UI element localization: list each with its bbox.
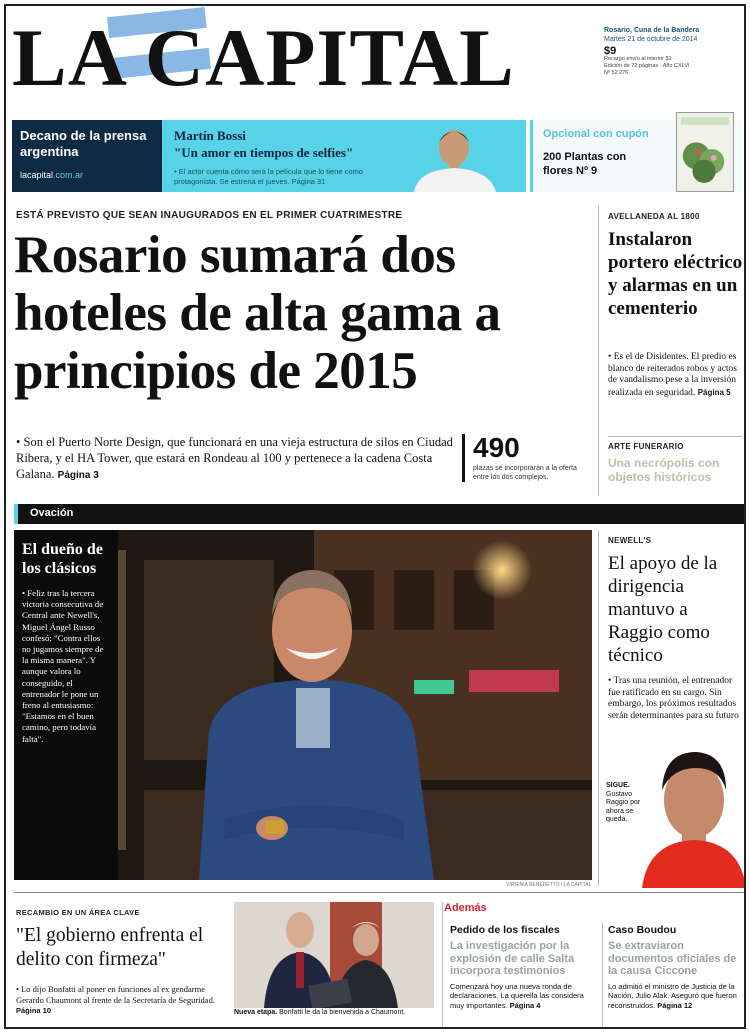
- side1-page-ref[interactable]: Página 5: [697, 387, 731, 397]
- side1-body-text: • Es el de Disidentes. El predio es blanco de reiterados robos y actos de vandalismo pese a la inversión realizada en seguridad.: [608, 352, 737, 398]
- masthead-date: Martes 21 de octubre de 2014: [604, 36, 698, 43]
- ademas-label: Además: [444, 902, 487, 914]
- raggio-caption: [606, 782, 650, 825]
- plant-magazine-cover: [676, 112, 734, 192]
- site-url[interactable]: [20, 170, 154, 180]
- side2-headline[interactable]: El apoyo de la dirigencia mantuvo a Raggio como técnico: [608, 553, 718, 666]
- bossi-photo: [396, 120, 508, 192]
- opcional-text: 200 Plantas con flores Nº 9: [543, 151, 627, 177]
- site-url-suffix: .com.ar: [53, 170, 84, 180]
- stat-number: 490: [473, 432, 520, 463]
- main-stat: [462, 434, 592, 482]
- stat-desc: plazas se incorporarán a la oferta entre los dos complejos.: [473, 465, 577, 481]
- opcional-title: Opcional con cupón: [543, 128, 649, 140]
- ademas-col-1[interactable]: [450, 924, 600, 1010]
- column-divider: [598, 206, 599, 496]
- main-kicker: ESTÁ PREVISTO QUE SEAN INAUGURADOS EN EL PRIMER CUATRIMESTRE: [16, 210, 403, 221]
- site-url-prefix: lacapital: [20, 170, 54, 180]
- raggio-caption-text: Gustavo Raggio por ahora se queda.: [606, 790, 641, 823]
- ademas-col2-page: Página 12: [657, 1000, 693, 1010]
- ademas-col1-page: Página 4: [509, 1000, 541, 1010]
- decano-box: [12, 120, 162, 192]
- ovacion-headline[interactable]: El dueño de los clásicos: [22, 541, 103, 577]
- bottom-page-ref[interactable]: Página 10: [16, 1006, 52, 1015]
- column-divider-4: [602, 922, 603, 1026]
- ademas-col2-text: [608, 982, 744, 1011]
- side1-headline[interactable]: Instalaron portero eléctrico y alarmas en un cementerio: [608, 229, 743, 319]
- ovacion-body: • Feliz tras la tercera victoria consecutiva de Central ante Newell's, Miguel Ángel Russo confesó: "Contra ellos no jugamos siempre de la misma manera". Y aunque valora lo conseguido, el entrenador le pone un freno al entusiasmo: "Estamos en el buen camino, pero todavía falta".: [22, 588, 104, 744]
- side2-kicker: NEWELL'S: [608, 536, 652, 545]
- bottom-headline[interactable]: "El gobierno enfrenta el delito con firmeza": [16, 925, 204, 970]
- decano-text: Decano de la prensa argentina: [20, 128, 147, 159]
- main-page-ref[interactable]: Página 3: [57, 470, 99, 481]
- masthead-info: [604, 26, 744, 77]
- main-lead: [16, 434, 456, 484]
- bossi-desc: • El actor cuenta cómo será la película que lo tiene como protagonista. Se estrena el jueves. Página 31: [174, 167, 363, 186]
- ademas-col1-title: Pedido de los fiscales: [450, 924, 560, 936]
- bottom-divider: [14, 892, 744, 893]
- column-divider-3: [442, 902, 443, 1026]
- bossi-quote: "Un amor en tiempos de selfies": [174, 145, 354, 160]
- newspaper-front-page: [4, 4, 746, 1029]
- ademas-col1-text: [450, 982, 600, 1011]
- photo-credit: VIRGINIA BENEDETTO / LA CAPITAL: [506, 882, 592, 888]
- side1-divider: [608, 436, 742, 437]
- ademas-col2-body: Lo admitió el ministro de Justicia de la Nación, Julio Alak. Aseguró que fueron reconstruidos.: [608, 981, 737, 1010]
- column-divider-2: [598, 530, 599, 886]
- ademas-col1-body: Comenzará hoy una nueva ronda de declaraciones. La querella las considera muy importantes.: [450, 981, 584, 1010]
- ademas-col-2[interactable]: [608, 924, 744, 1010]
- raggio-caption-bold: SIGUE.: [606, 782, 630, 789]
- main-lead-text: • Son el Puerto Norte Design, que funcionará en una vieja estructura de silos en Ciudad Ribera, y el HA Tower, que estará en Rondeau al 100 y pertenece a la cadena Costa Galana.: [16, 435, 453, 481]
- masthead-price: $9: [604, 45, 617, 57]
- top-banner: [12, 120, 742, 192]
- side2-body: • Tras una reunión, el entrenador fue ratificado en su cargo. Sin embargo, los próximos resultados serán determinantes para su futuro: [608, 676, 739, 721]
- bossi-name: Martín Bossi: [174, 128, 246, 143]
- masthead-title: LA CAPITAL: [12, 12, 515, 103]
- bonfatti-caption-bold: Nueva etapa.: [234, 1009, 278, 1016]
- bonfatti-caption: [234, 1009, 444, 1016]
- ovacion-section-label[interactable]: Ovación: [14, 504, 83, 524]
- bottom-body-text: • Lo dijo Bonfatti al poner en funciones al ex gendarme Gerardo Chaumont al frente de la Secretaría de Seguridad.: [16, 984, 215, 1005]
- masthead-location: Rosario, Cuna de la Bandera: [604, 27, 700, 34]
- side1-teaser[interactable]: Una necrópolis con objetos históricos: [608, 456, 720, 484]
- side1-kicker2: ARTE FUNERARIO: [608, 442, 684, 451]
- bonfatti-photo: [234, 902, 434, 1008]
- ovacion-section-bar: [14, 504, 744, 524]
- ademas-col2-sub: Se extraviaron documentos oficiales de la causa Ciccone: [608, 940, 737, 977]
- bonfatti-caption-text: Bonfatti le da la bienvenida a Chaumont.: [279, 1009, 406, 1016]
- ademas-col2-title: Caso Boudou: [608, 924, 677, 936]
- masthead-fine-print: Recargo envío al interior $1 · Edición de 72 páginas · Año CXLVI · Nº 52.276: [604, 56, 693, 76]
- opcional-promo[interactable]: [530, 120, 742, 192]
- main-headline[interactable]: Rosario sumará dos hoteles de alta gama a principios de 2015: [14, 226, 501, 400]
- bottom-kicker: RECAMBIO EN UN ÁREA CLAVE: [16, 908, 140, 917]
- ademas-col1-sub: La investigación por la explosión de calle Salta incorpora testimonios: [450, 940, 575, 977]
- bottom-body: [16, 984, 228, 1017]
- side1-kicker: AVELLANEDA AL 1800: [608, 212, 700, 221]
- side1-body: [608, 352, 742, 399]
- ovacion-story: [14, 530, 118, 880]
